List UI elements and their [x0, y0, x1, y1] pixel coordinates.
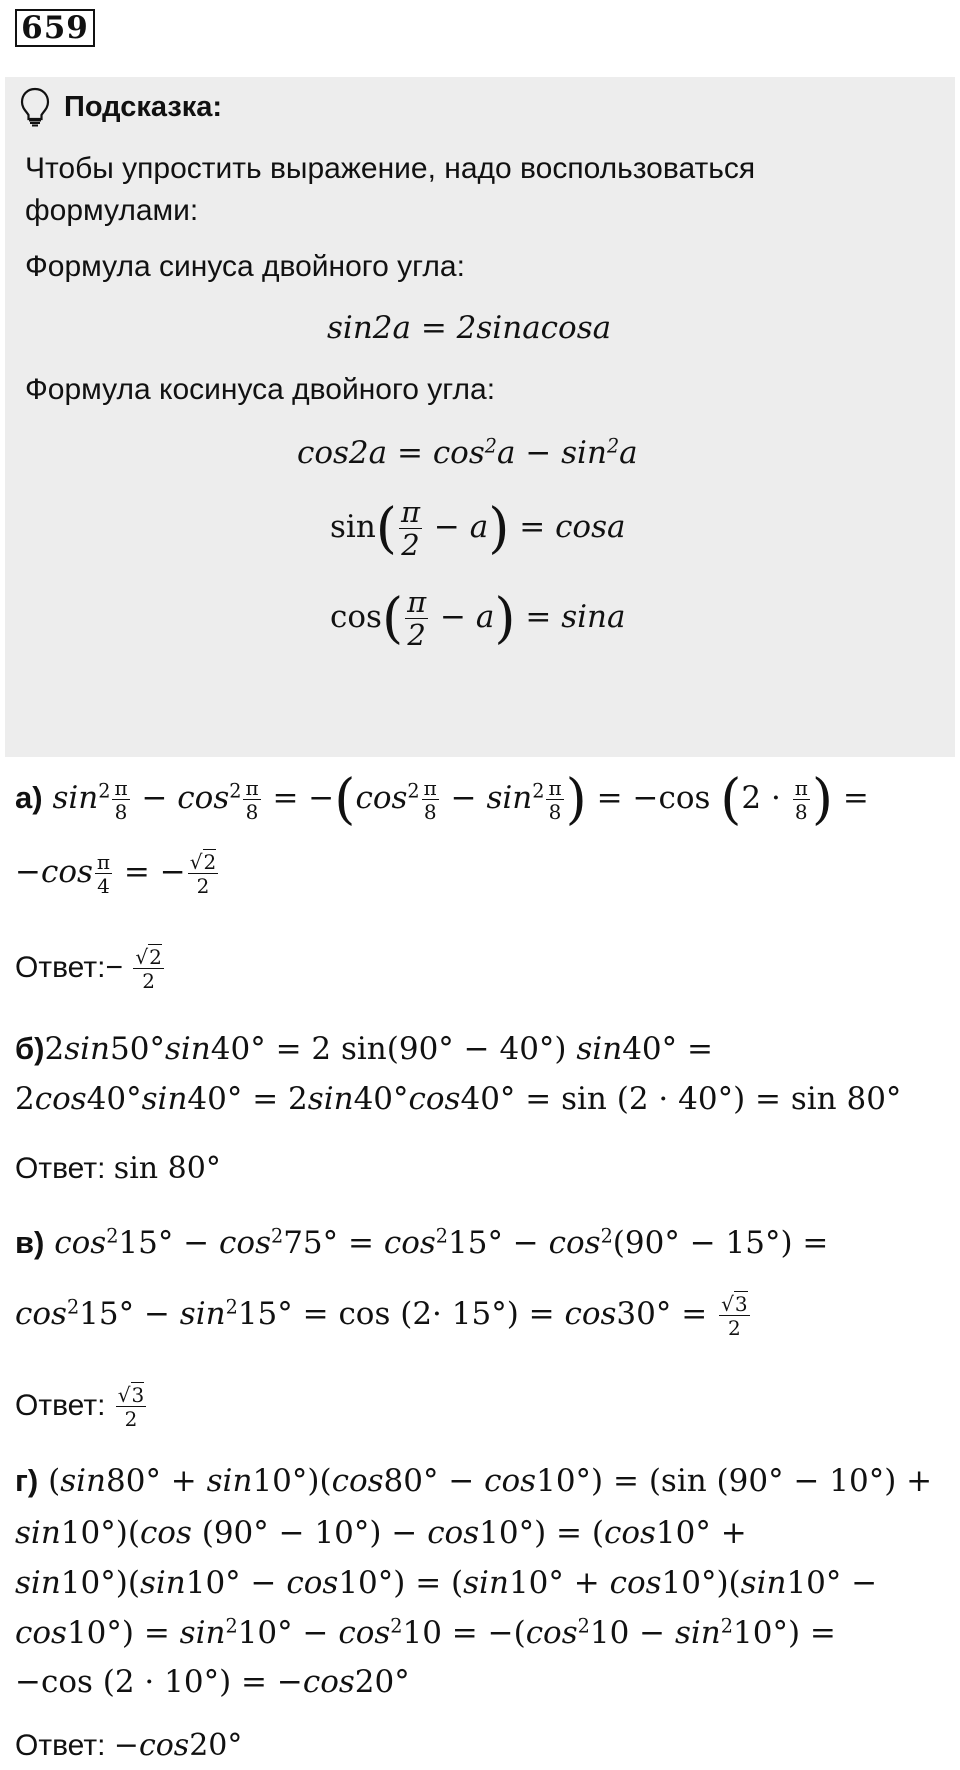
- hint-box: [5, 77, 955, 757]
- hint-intro-line1: Чтобы упростить выражение, надо воспользоваться: [25, 152, 756, 185]
- part-d-line5: −cos (2 · 10°) = −cos20°: [15, 1664, 410, 1700]
- part-b-line2: 2cos40°sin40° = 2sin40°cos40° = sin (2 · 40°) = sin 80°: [15, 1081, 902, 1117]
- problem-number: 659: [15, 9, 95, 47]
- part-d-line2: sin10°)(cos (90° − 10°) − cos10°) = (cos10° +: [15, 1515, 747, 1551]
- part-c-line1: в) $\cos^215^\circ - \cos^275^\circ = \cos^215^\circ - \cos^2(90^\circ - 15^\circ)$ =: [15, 1224, 829, 1261]
- hint-title: Подсказка:: [64, 90, 223, 123]
- part-a-line1: а) $\sin^2$ $\frac{\pi}{8}$ − $\cos^2$ $\frac{\pi}{8}$ = $-(\cos^2$ $\frac{\pi}{8}$ − $\sin^2$ $\frac{\pi}{8}$ ) = −cos (2 · $\frac{\pi}{8}$ ) =: [15, 767, 869, 831]
- part-d-answer-label: Ответ:: [15, 1729, 106, 1762]
- part-c-line2: $\cos^215^\circ - \sin^215^\circ = \cos (2\cdot 15^\circ) = \cos 30^\circ$ = $\frac{√3}{2}$: [15, 1291, 748, 1340]
- part-d-line1: г) (sin80° + sin10°)(cos80° − cos10°) = (sin (90° − 10°) +: [15, 1463, 933, 1499]
- sine-double-angle-formula: sin2a = 2sinacosa: [327, 310, 612, 346]
- reduction-formula-sin: sin( $\frac{\pi}{2}$ − a) = cosa: [330, 494, 626, 562]
- part-b-answer: Ответ: sin 80°: [15, 1151, 221, 1186]
- hint-title-row: [20, 85, 222, 129]
- part-a-answer-label: Ответ:: [15, 951, 106, 984]
- reduction-formula-cos: cos( $\frac{\pi}{2}$ − a) = sina: [330, 584, 626, 652]
- part-c-answer-label: Ответ:: [15, 1389, 106, 1422]
- cosine-formula-title: Формула косинуса двойного угла:: [25, 373, 496, 406]
- part-d-line4: $\cos 10^\circ) = \sin^210^\circ - \cos^210 = -(\cos^210 - \sin^210^\circ)$ =: [15, 1614, 836, 1651]
- cosine-double-angle-formula: $\cos 2a = \cos^2a - \sin^2a$: [297, 434, 638, 471]
- part-c-answer: Ответ: $\frac{√3}{2}$: [15, 1383, 145, 1432]
- part-b-line1: б)2sin50°sin40° = 2 sin(90° − 40°) sin40° =: [15, 1031, 713, 1067]
- part-d-line3: sin10°)(sin10° − cos10°) = (sin10° + cos10°)(sin10° −: [15, 1565, 878, 1601]
- part-a-line2: −cos $\frac{\pi}{4}$ = − $\frac{√2}{2}$: [15, 849, 217, 898]
- hint-intro-line2: формулами:: [25, 194, 199, 227]
- sine-formula-title: Формула синуса двойного угла:: [25, 250, 465, 283]
- part-d-answer: Ответ: −cos20°: [15, 1728, 243, 1763]
- part-a-answer: Ответ:− $\frac{√2}{2}$: [15, 945, 162, 994]
- part-b-answer-label: Ответ:: [15, 1152, 106, 1185]
- lightbulb-icon: [20, 87, 50, 127]
